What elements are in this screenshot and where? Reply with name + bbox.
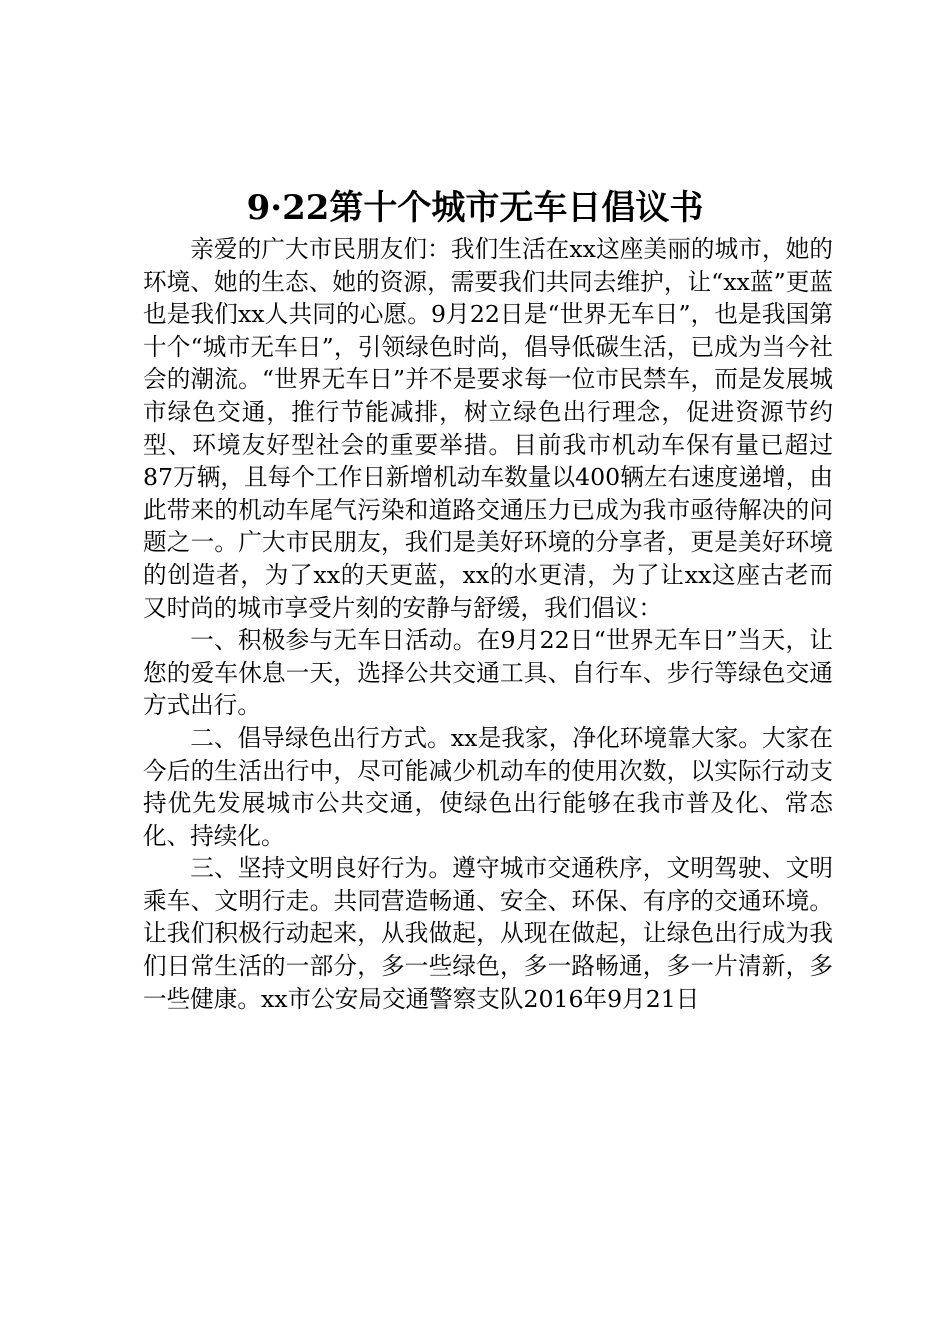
paragraph-proposal-1: 一、积极参与无车日活动。在9月22日“世界无车日”当天，让您的爱车休息一天，选择公共交通工具、自行车、步行等绿色交通方式出行。 <box>143 626 833 720</box>
paragraph-proposal-2: 二、倡导绿色出行方式。xx是我家，净化环境靠大家。大家在今后的生活出行中，尽可能减少机动车的使用次数，以实际行动支持优先发展城市公共交通，使绿色出行能够在我市普及化、常态化、持续化。 <box>143 723 833 850</box>
paragraph-intro: 亲爱的广大市民朋友们：我们生活在xx这座美丽的城市，她的环境、她的生态、她的资源，需要我们共同去维护，让“xx蓝”更蓝也是我们xx人共同的心愿。9月22日是“世界无车日”，也是我国第十个“城市无车日”，引领绿色时尚，倡导低碳生活，已成为当今社会的潮流。“世界无车日”并不是要求每一位市民禁车，而是发展城市绿色交通，推行节能减排，树立绿色出行理念，促进资源节约型、环境友好型社会的重要举措。目前我市机动车保有量已超过87万辆，且每个工作日新增机动车数量以400辆左右速度递增，由此带来的机动车尾气污染和道路交通压力已成为我市亟待解决的问题之一。广大市民朋友，我们是美好环境的分享者，更是美好环境的创造者，为了xx的天更蓝，xx的水更清，为了让xx这座古老而又时尚的城市享受片刻的安静与舒缓，我们倡议： <box>143 235 833 622</box>
document-body <box>143 233 833 1015</box>
document-title: 9·22第十个城市无车日倡议书 <box>246 188 704 228</box>
paragraph-proposal-3: 三、坚持文明良好行为。遵守城市交通秩序，文明驾驶、文明乘车、文明行走。共同营造畅通、安全、环保、有序的交通环境。让我们积极行动起来，从我做起，从现在做起，让绿色出行成为我们日常生活的一部分，多一些绿色，多一路畅通，多一片清新，多一些健康。xx市公安局交通警察支队2016年9月21日 <box>143 854 833 1013</box>
